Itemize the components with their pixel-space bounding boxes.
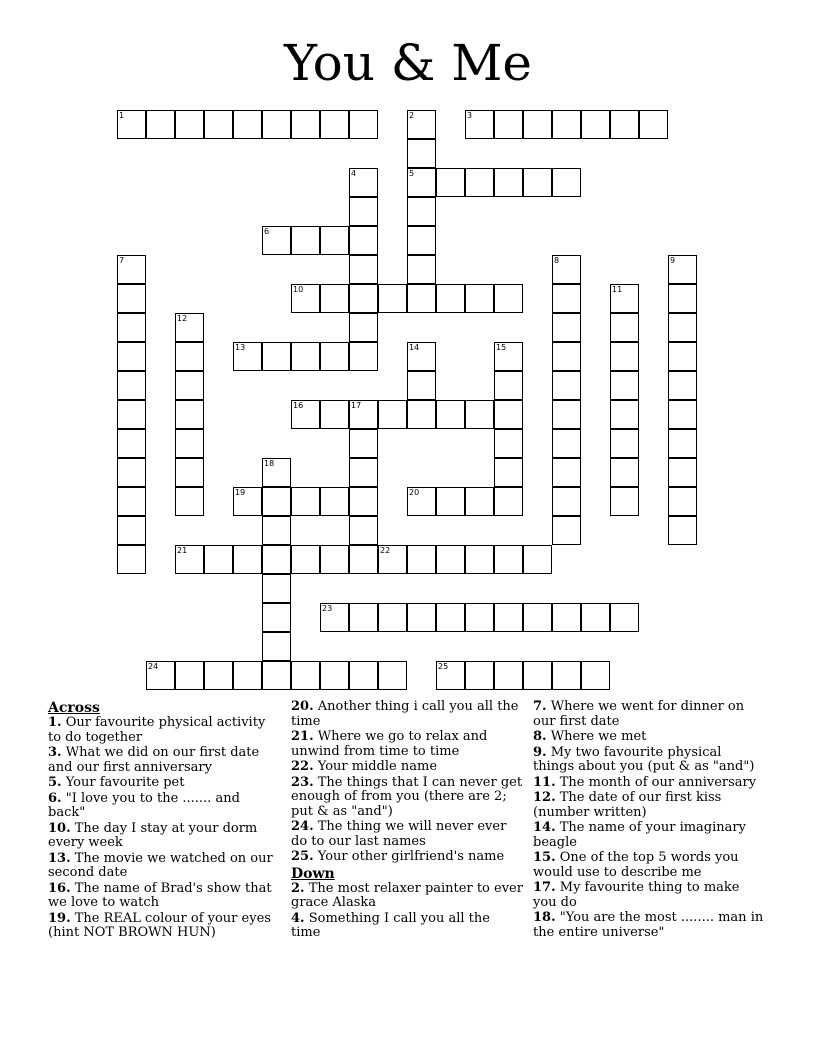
down-clue [533,791,765,820]
clue-number: 22 [380,546,391,555]
grid-cell[interactable] [552,342,581,371]
grid-cell[interactable] [291,661,320,690]
clue-number: 12 [177,314,188,323]
grid-cell[interactable] [117,487,146,516]
grid-cell[interactable] [204,110,233,139]
grid-cell[interactable] [407,110,436,139]
across-clue [291,760,523,775]
clue-number: 21 [177,546,188,555]
grid-cell[interactable] [320,661,349,690]
grid-cell[interactable] [436,487,465,516]
grid-cell[interactable] [610,458,639,487]
grid-cell[interactable] [291,226,320,255]
grid-cell[interactable] [262,661,291,690]
grid-cell[interactable] [436,603,465,632]
clue-number-label: 24. [291,819,314,834]
grid-cell[interactable] [668,400,697,429]
clue-text: Where we went for dinner on our first date [533,699,745,729]
clue-number: 7 [119,256,125,265]
clue-text: Another thing i call you all the time [291,699,519,729]
clue-text: Our favourite physical activity to do together [48,715,266,745]
grid-cell[interactable] [581,110,610,139]
clue-number: 14 [409,343,420,352]
down-clue-list-b [533,700,765,940]
grid-cell[interactable] [262,545,291,574]
grid-cell[interactable] [436,545,465,574]
grid-cell[interactable] [668,342,697,371]
clue-number: 11 [612,285,623,294]
clue-text: The movie we watched on our second date [48,850,273,880]
grid-cell[interactable] [175,313,204,342]
down-clue [533,911,765,940]
clue-text: Where we met [546,729,647,744]
clue-text: "You are the most ........ man in the entire universe" [533,910,764,940]
clue-text: The REAL colour of your eyes (hint NOT BROWN HUN) [48,910,271,940]
grid-cell[interactable] [465,487,494,516]
grid-cell[interactable] [552,661,581,690]
grid-cell[interactable] [349,661,378,690]
across-clue [291,776,523,820]
clue-text: What we did on our first date and our first anniversary [48,745,260,775]
clue-text: Where we go to relax and unwind from time to time [291,729,488,759]
clue-text: The most relaxer painter to ever grace Alaska [291,880,523,910]
grid-cell[interactable] [349,429,378,458]
grid-cell[interactable] [233,545,262,574]
clue-number-label: 15. [533,850,556,865]
grid-cell[interactable] [494,487,523,516]
across-clue [48,852,280,881]
clue-number-label: 8. [533,729,547,744]
grid-cell[interactable] [320,545,349,574]
grid-cell[interactable] [320,110,349,139]
grid-cell[interactable] [320,487,349,516]
grid-cell[interactable] [349,168,378,197]
clue-number-label: 21. [291,729,314,744]
grid-cell[interactable] [117,429,146,458]
grid-cell[interactable] [320,226,349,255]
grid-cell[interactable] [320,342,349,371]
grid-cell[interactable] [668,516,697,545]
down-clue [291,882,523,911]
grid-cell[interactable] [175,342,204,371]
across-clue-list-b [291,700,523,865]
clue-text: The name of your imaginary beagle [533,820,746,850]
grid-cell[interactable] [291,487,320,516]
across-clue [291,850,523,865]
grid-cell[interactable] [378,400,407,429]
grid-cell[interactable] [465,545,494,574]
clue-number-label: 2. [291,880,305,896]
grid-cell[interactable] [610,342,639,371]
grid-cell[interactable] [552,284,581,313]
grid-cell[interactable] [262,574,291,603]
grid-cell[interactable] [117,371,146,400]
down-heading: Down [291,865,335,882]
grid-cell[interactable] [349,284,378,313]
grid-cell[interactable] [552,603,581,632]
clue-number-label: 3. [48,745,62,760]
grid-cell[interactable] [581,661,610,690]
across-heading: Across [48,700,100,716]
grid-cell[interactable] [494,342,523,371]
across-clue [291,700,523,729]
clue-text: The name of Brad's show that we love to watch [48,880,272,910]
grid-cell[interactable] [349,487,378,516]
across-clue-list-a [48,716,280,941]
grid-cell[interactable] [668,313,697,342]
grid-cell[interactable] [320,400,349,429]
clue-text: The month of our anniversary [555,774,757,790]
grid-cell[interactable] [349,545,378,574]
grid-cell[interactable] [349,400,378,429]
grid-cell[interactable] [175,458,204,487]
grid-cell[interactable] [204,545,233,574]
grid-cell[interactable] [349,110,378,139]
clue-number-label: 5. [48,775,62,790]
clue-text: The day I stay at your dorm every week [48,820,258,850]
grid-cell[interactable] [668,458,697,487]
grid-cell[interactable] [668,371,697,400]
grid-cell[interactable] [349,458,378,487]
grid-cell[interactable] [349,226,378,255]
clue-number-label: 11. [533,774,556,790]
grid-cell[interactable] [117,545,146,574]
clue-number: 8 [554,256,560,265]
clue-number: 16 [293,401,304,410]
clue-number-label: 9. [533,744,547,760]
grid-cell[interactable] [233,487,262,516]
grid-cell[interactable] [291,342,320,371]
grid-cell[interactable] [204,661,233,690]
grid-cell[interactable] [494,661,523,690]
grid-cell[interactable] [117,284,146,313]
grid-cell[interactable] [494,371,523,400]
grid-cell[interactable] [407,371,436,400]
grid-cell[interactable] [494,400,523,429]
grid-cell[interactable] [436,168,465,197]
down-clue [533,776,765,791]
grid-cell[interactable] [668,487,697,516]
grid-cell[interactable] [233,661,262,690]
grid-cell[interactable] [349,313,378,342]
clue-text: My two favourite physical things about you (put & as "and") [533,744,755,774]
clue-number: 18 [264,459,275,468]
grid-cell[interactable] [117,313,146,342]
grid-cell[interactable] [610,371,639,400]
grid-cell[interactable] [262,516,291,545]
clue-number-label: 17. [533,880,556,895]
clue-number-label: 13. [48,850,71,866]
down-clue [533,700,765,729]
clue-number: 6 [264,227,270,236]
clue-number: 23 [322,604,333,613]
grid-cell[interactable] [494,110,523,139]
clue-text: The thing we will never ever do to our last names [291,819,507,849]
clues-column-1 [48,700,280,942]
clue-number-label: 19. [48,910,71,926]
clue-number-label: 1. [48,715,62,730]
grid-cell[interactable] [465,284,494,313]
across-clue [48,716,280,745]
grid-cell[interactable] [349,197,378,226]
grid-cell[interactable] [407,342,436,371]
across-clue [48,776,280,791]
grid-cell[interactable] [552,400,581,429]
across-clue [48,912,280,941]
down-clue-list-a [291,882,523,941]
clues-column-3 [533,700,765,941]
clue-number-label: 10. [48,820,71,836]
across-clue [48,882,280,911]
clue-number: 17 [351,401,362,410]
grid-cell[interactable] [175,400,204,429]
grid-cell[interactable] [262,632,291,661]
grid-cell[interactable] [291,545,320,574]
grid-cell[interactable] [610,603,639,632]
grid-cell[interactable] [291,284,320,313]
grid-cell[interactable] [117,400,146,429]
grid-cell[interactable] [552,429,581,458]
down-clue [533,730,765,745]
down-clue [533,881,765,910]
grid-cell[interactable] [465,661,494,690]
grid-cell[interactable] [407,400,436,429]
grid-cell[interactable] [117,342,146,371]
clue-number: 9 [670,256,676,265]
clue-text: The date of our first kiss (number written) [533,790,722,820]
clue-number-label: 14. [533,820,556,835]
grid-cell[interactable] [552,168,581,197]
grid-cell[interactable] [233,110,262,139]
clue-text: Your favourite pet [61,775,185,790]
grid-cell[interactable] [668,255,697,284]
grid-cell[interactable] [610,284,639,313]
grid-cell[interactable] [552,371,581,400]
clues-column-2 [291,700,523,942]
grid-cell[interactable] [523,603,552,632]
grid-cell[interactable] [175,487,204,516]
clue-number-label: 20. [291,699,314,714]
grid-cell[interactable] [436,661,465,690]
down-clue [533,746,765,775]
grid-cell[interactable] [552,487,581,516]
grid-cell[interactable] [320,603,349,632]
clue-number: 5 [409,169,415,178]
clue-number: 3 [467,111,473,120]
grid-cell[interactable] [407,603,436,632]
grid-cell[interactable] [552,458,581,487]
across-clue [48,822,280,851]
grid-cell[interactable] [523,545,552,574]
clue-number-label: 16. [48,880,71,896]
grid-cell[interactable] [320,284,349,313]
grid-cell[interactable] [610,429,639,458]
clue-text: The things that I can never get enough of from you (there are 2; put & as "and") [291,774,523,819]
grid-cell[interactable] [494,284,523,313]
grid-cell[interactable] [378,284,407,313]
grid-cell[interactable] [262,458,291,487]
grid-cell[interactable] [523,168,552,197]
grid-cell[interactable] [117,255,146,284]
grid-cell[interactable] [407,545,436,574]
grid-cell[interactable] [552,110,581,139]
grid-cell[interactable] [378,661,407,690]
grid-cell[interactable] [349,255,378,284]
clue-number-label: 25. [291,849,314,864]
grid-cell[interactable] [175,110,204,139]
grid-cell[interactable] [349,342,378,371]
clue-number: 19 [235,488,246,497]
grid-cell[interactable] [407,168,436,197]
grid-cell[interactable] [552,255,581,284]
puzzle-title: You & Me [283,34,533,92]
grid-cell[interactable] [117,110,146,139]
clue-text: "I love you to the ....... and back" [48,790,240,820]
grid-cell[interactable] [407,226,436,255]
grid-cell[interactable] [291,110,320,139]
clue-number: 15 [496,343,507,352]
grid-cell[interactable] [494,545,523,574]
clue-number-label: 22. [291,759,314,774]
grid-cell[interactable] [407,197,436,226]
grid-cell[interactable] [581,603,610,632]
clue-number: 13 [235,343,246,352]
grid-cell[interactable] [610,400,639,429]
grid-cell[interactable] [262,110,291,139]
clue-number-label: 12. [533,790,556,805]
grid-cell[interactable] [436,400,465,429]
grid-cell[interactable] [523,661,552,690]
grid-cell[interactable] [494,458,523,487]
grid-cell[interactable] [175,429,204,458]
grid-cell[interactable] [639,110,668,139]
clue-number: 4 [351,169,357,178]
grid-cell[interactable] [407,284,436,313]
grid-cell[interactable] [146,661,175,690]
grid-cell[interactable] [349,603,378,632]
clue-number: 1 [119,111,125,120]
grid-cell[interactable] [117,458,146,487]
grid-cell[interactable] [262,603,291,632]
grid-cell[interactable] [407,255,436,284]
grid-cell[interactable] [610,487,639,516]
grid-cell[interactable] [465,110,494,139]
across-clue [291,730,523,759]
grid-cell[interactable] [668,284,697,313]
clue-text: Something I call you all the time [291,910,490,940]
grid-cell[interactable] [494,168,523,197]
grid-cell[interactable] [465,603,494,632]
grid-cell[interactable] [146,110,175,139]
grid-cell[interactable] [465,400,494,429]
down-clue [291,912,523,941]
grid-cell[interactable] [523,110,552,139]
clue-text: Your other girlfriend's name [313,849,505,864]
clue-number: 25 [438,662,449,671]
clue-number: 10 [293,285,304,294]
grid-cell[interactable] [262,226,291,255]
grid-cell[interactable] [175,371,204,400]
grid-cell[interactable] [175,661,204,690]
across-clue [48,746,280,775]
clue-number: 24 [148,662,159,671]
grid-cell[interactable] [349,516,378,545]
down-clue [533,851,765,880]
grid-cell[interactable] [610,110,639,139]
clue-number-label: 6. [48,790,62,806]
clue-number-label: 7. [533,699,547,714]
grid-cell[interactable] [494,603,523,632]
grid-cell[interactable] [117,516,146,545]
grid-cell[interactable] [233,342,262,371]
clue-text: My favourite thing to make you do [533,880,740,910]
clue-text: Your middle name [313,759,438,774]
clue-number-label: 18. [533,910,556,925]
grid-cell[interactable] [262,487,291,516]
clue-number: 2 [409,111,415,120]
grid-cell[interactable] [465,168,494,197]
grid-cell[interactable] [262,342,291,371]
clue-number-label: 4. [291,910,305,926]
grid-cell[interactable] [494,429,523,458]
clue-number-label: 23. [291,774,314,790]
clue-text: One of the top 5 words you would use to describe me [533,850,739,880]
grid-cell[interactable] [378,603,407,632]
down-clue [533,821,765,850]
grid-cell[interactable] [552,516,581,545]
grid-cell[interactable] [610,313,639,342]
grid-cell[interactable] [175,545,204,574]
across-clue [291,820,523,849]
clue-number: 20 [409,488,420,497]
grid-cell[interactable] [291,400,320,429]
grid-cell[interactable] [378,545,407,574]
grid-cell[interactable] [552,313,581,342]
grid-cell[interactable] [668,429,697,458]
grid-cell[interactable] [407,139,436,168]
across-clue [48,792,280,821]
grid-cell[interactable] [436,284,465,313]
grid-cell[interactable] [407,487,436,516]
